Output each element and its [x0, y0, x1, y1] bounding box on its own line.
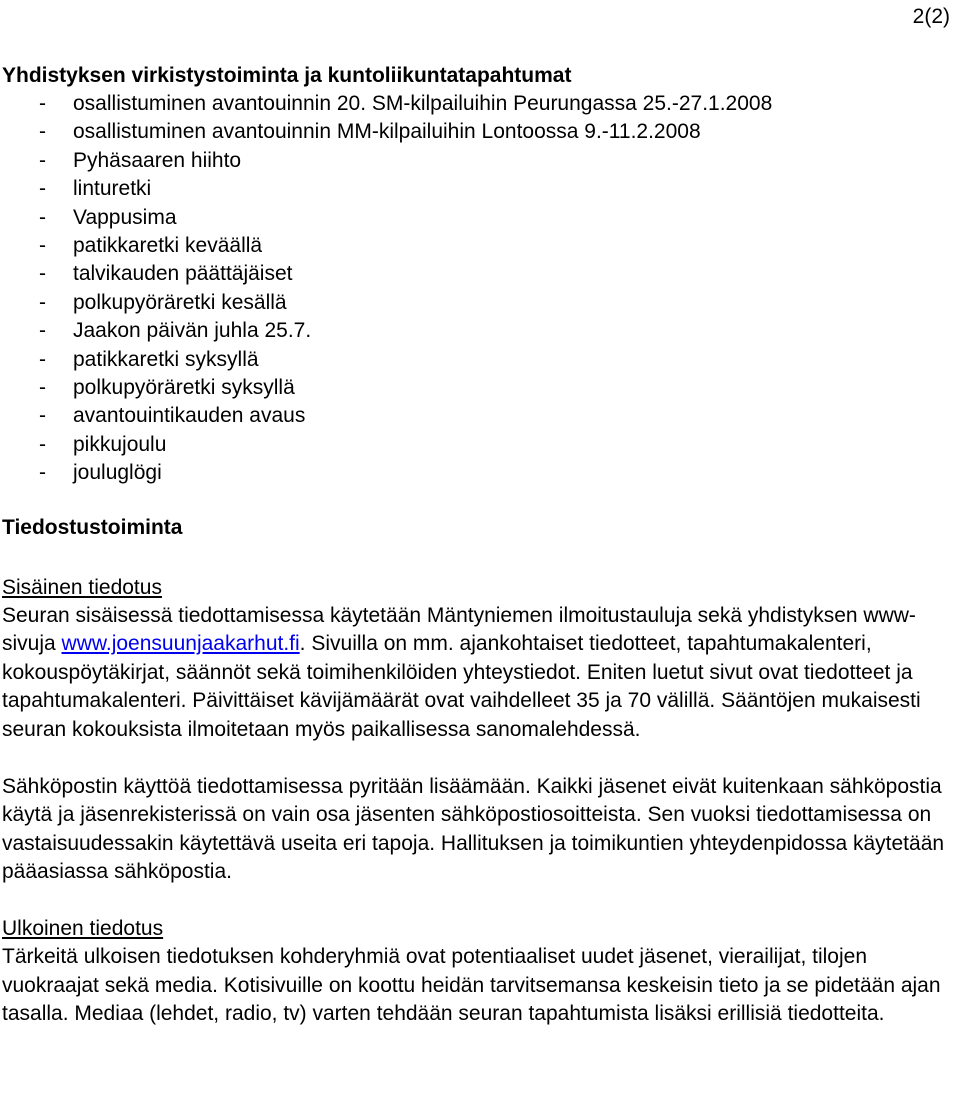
list-item-text: Pyhäsaaren hiihto — [73, 148, 242, 172]
list-item-text: patikkaretki syksyllä — [73, 347, 259, 371]
list-item — [2, 118, 958, 146]
list-item — [2, 346, 958, 374]
section-heading-communication: Tiedostustoiminta — [2, 515, 183, 539]
list-item-text: avantouintikauden avaus — [73, 404, 306, 428]
list-item — [2, 175, 958, 203]
dash-bullet: - — [39, 290, 46, 314]
list-item — [2, 402, 958, 430]
list-item — [2, 374, 958, 402]
dash-bullet: - — [39, 404, 46, 428]
list-item-text: patikkaretki keväällä — [73, 234, 263, 258]
list-item-text: linturetki — [73, 177, 152, 201]
list-item — [2, 90, 958, 118]
list-item-text: polkupyöräretki syksyllä — [73, 376, 295, 400]
dash-bullet: - — [39, 319, 46, 343]
dash-bullet: - — [39, 461, 46, 485]
dash-bullet: - — [39, 120, 46, 144]
list-item-text: osallistuminen avantouinnin MM-kilpailuihin Lontoossa 9.-11.2.2008 — [73, 120, 701, 144]
dash-bullet: - — [39, 205, 46, 229]
list-item-text: osallistuminen avantouinnin 20. SM-kilpailuihin Peurungassa 25.-27.1.2008 — [73, 92, 773, 115]
list-item-text: polkupyöräretki kesällä — [73, 290, 287, 314]
section-heading-activities: Yhdistyksen virkistystoiminta ja kuntoliikuntatapahtumat — [2, 64, 572, 87]
paragraph-internal-2: Sähköpostin käyttöä tiedottamisessa pyritään lisäämään. Kaikki jäsenet eivät kuitenkaan sähköpostia käytä ja jäsenrekisterissä on vain osa jäsenten sähköpostiosoitteista. Sen vuoksi tiedottamisessa on vastaisuudessakin käytettävä useita eri tapoja. Hallituksen ja toimikuntien yhteydenpidossa käytetään pääasiassa sähköpostia. — [2, 774, 945, 884]
document-body — [2, 62, 958, 1029]
list-item — [2, 431, 958, 459]
dash-bullet: - — [39, 347, 46, 371]
subheading-external: Ulkoinen tiedotus — [2, 917, 164, 941]
text-segment: . Sivuilla on mm. ajankohtaiset tiedotteet, tapahtumakalenteri, kokouspöytäkirjat, säännöt sekä toimihenkilöiden yhteystiedot. Eniten luetut sivut ovat tiedotteet ja tapahtumakalenteri. Päivittäiset kävijämäärät ovat vaihdelleet 35 ja 70 välillä. Sääntöjen mukaisesti seuran kokouksista ilmoitetaan myös paikallisessa sanomalehdessä. — [2, 632, 921, 742]
list-item-text: jouluglögi — [73, 461, 162, 485]
list-item — [2, 459, 958, 487]
website-link[interactable]: www.joensuunjaakarhut.fi — [61, 632, 300, 656]
dash-bullet: - — [39, 148, 46, 172]
list-item-text: Vappusima — [73, 205, 177, 229]
list-item — [2, 232, 958, 260]
dash-bullet: - — [39, 376, 46, 400]
paragraph-external-1: Tärkeitä ulkoisen tiedotuksen kohderyhmiä ovat potentiaaliset uudet jäsenet, vierailijat, tilojen vuokraajat sekä media. Kotisivuille on koottu heidän tarvitsemansa keskeisin tieto ja se pidetään ajan tasalla. Mediaa (lehdet, radio, tv) varten tehdään seuran tapahtumista lisäksi erillisiä tiedotteita. — [2, 945, 941, 1026]
dash-bullet: - — [39, 177, 46, 201]
subheading-internal: Sisäinen tiedotus — [2, 575, 162, 599]
dash-bullet: - — [39, 92, 46, 115]
list-item — [2, 260, 958, 288]
list-item-text: Jaakon päivän juhla 25.7. — [73, 319, 312, 343]
list-item-text: talvikauden päättäjäiset — [73, 262, 293, 286]
list-item — [2, 289, 958, 317]
list-item — [2, 317, 958, 345]
dash-bullet: - — [39, 234, 46, 258]
dash-bullet: - — [39, 262, 46, 286]
page-number: 2(2) — [912, 5, 950, 28]
paragraph-internal-1 — [2, 602, 958, 745]
list-item-text: pikkujoulu — [73, 432, 167, 456]
list-item — [2, 147, 958, 175]
list-item — [2, 204, 958, 232]
dash-bullet: - — [39, 432, 46, 456]
activity-list — [2, 90, 958, 488]
text-segment: Seuran sisäisessä tiedottamisessa käytetään Mäntyniemen ilmoitustauluja sekä yhdistyksen www-sivuja — [2, 603, 916, 656]
